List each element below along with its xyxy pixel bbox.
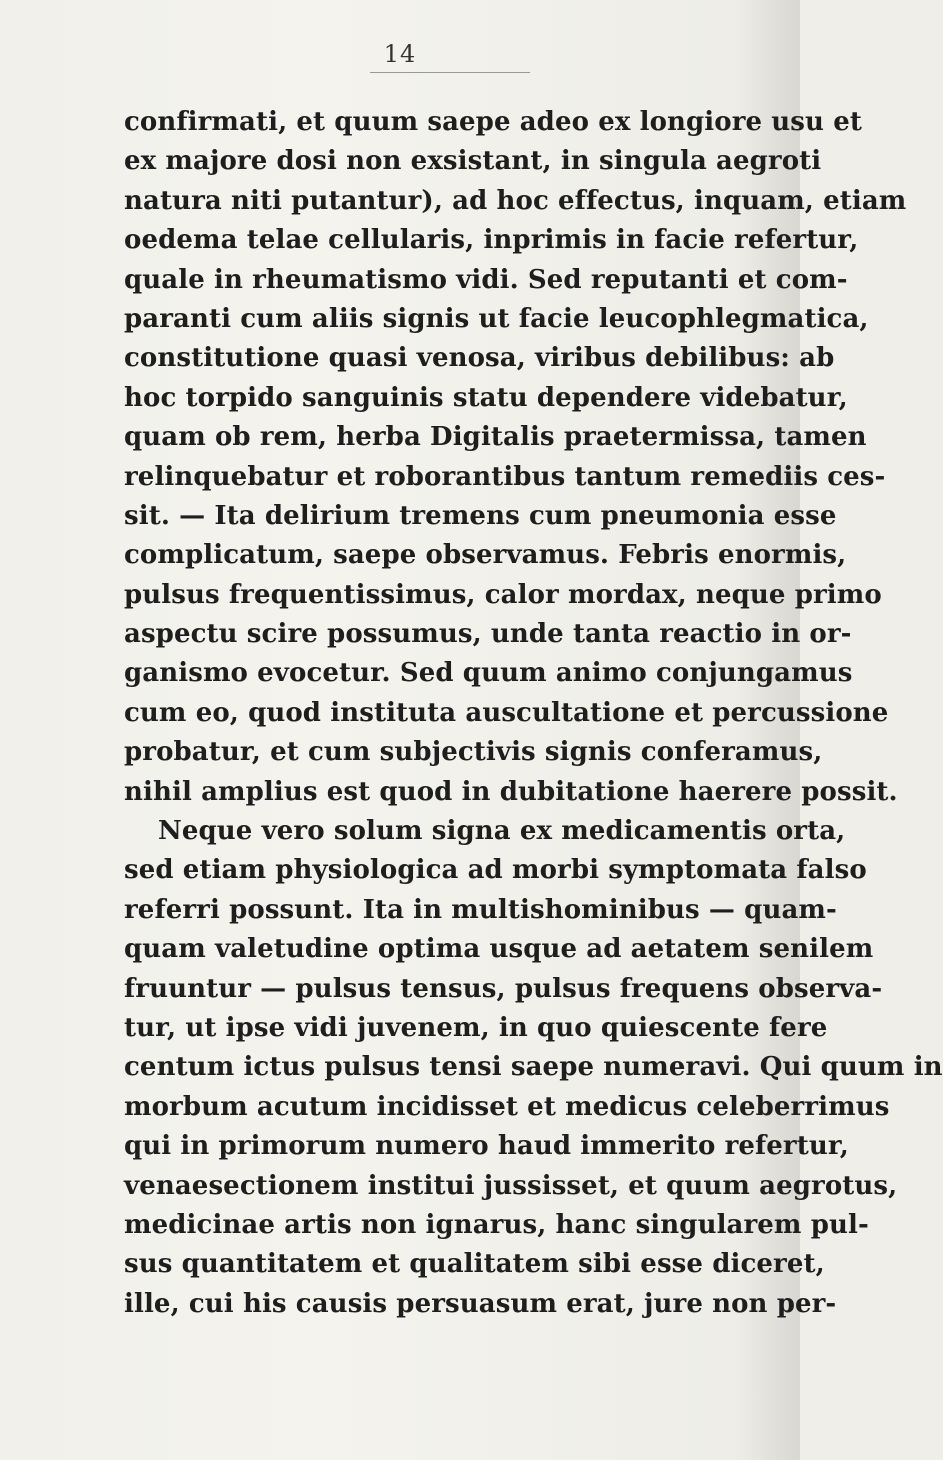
text-line: quam valetudine optima usque ad aetatem senilem — [124, 934, 874, 965]
text-line: natura niti putantur), ad hoc effectus, inquam, etiam — [124, 185, 907, 216]
text-line: confirmati, et quum saepe adeo ex longiore usu et — [124, 107, 862, 137]
text-line: centum ictus pulsus tensi saepe numeravi. Qui quum in — [124, 1052, 943, 1083]
text-line: sed etiam physiologica ad morbi symptomata falso — [124, 855, 867, 886]
text-line: morbum acutum incidisset et medicus celeberrimus — [124, 1091, 890, 1122]
text-line: qui in primorum numero haud immerito refertur, — [124, 1131, 849, 1162]
text-line: ille, cui his causis persuasum erat, jure non per- — [124, 1288, 837, 1319]
text-line: complicatum, saepe observamus. Febris enormis, — [124, 540, 847, 571]
text-line: quam ob rem, herba Digitalis praetermissa, tamen — [124, 422, 867, 453]
text-line: venaesectionem institui jussisset, et quum aegrotus, — [124, 1170, 898, 1201]
text-line: pulsus frequentissimus, calor mordax, neque primo — [124, 579, 882, 610]
text-line: probatur, et cum subjectivis signis conferamus, — [124, 737, 823, 768]
text-line: hoc torpido sanguinis statu dependere videbatur, — [124, 382, 848, 413]
text-line: relinquebatur et roborantibus tantum remediis ces- — [124, 461, 886, 492]
text-line: referri possunt. Ita in multishominibus — quam- — [124, 894, 837, 925]
text-line: tur, ut ipse vidi juvenem, in quo quiescente fere — [124, 1012, 828, 1043]
text-line: oedema telae cellularis, inprimis in facie refertur, — [124, 225, 859, 256]
text-line: Neque vero solum signa ex medicamentis orta, — [158, 816, 846, 847]
header-rule — [370, 72, 530, 73]
page-number: 14 — [383, 40, 417, 68]
text-line: cum eo, quod instituta auscultatione et percussione — [124, 697, 889, 728]
text-line: constitutione quasi venosa, viribus debilibus: ab — [124, 343, 835, 374]
body-text — [124, 103, 943, 1324]
text-line: quale in rheumatismo vidi. Sed reputanti et com- — [124, 264, 848, 295]
text-line: sit. — Ita delirium tremens cum pneumonia esse — [124, 500, 837, 531]
text-line: ex majore dosi non exsistant, in singula aegroti — [124, 146, 822, 177]
text-line: nihil amplius est quod in dubitatione haerere possit. — [124, 776, 898, 807]
text-line: fruuntur — pulsus tensus, pulsus frequens observa- — [124, 973, 883, 1004]
text-line: medicinae artis non ignarus, hanc singularem pul- — [124, 1209, 869, 1240]
text-line: ganismo evocetur. Sed quum animo conjungamus — [124, 658, 853, 689]
text-line: aspectu scire possumus, unde tanta reactio in or- — [124, 619, 852, 650]
text-line: sus quantitatem et qualitatem sibi esse diceret, — [124, 1249, 825, 1280]
text-line: paranti cum aliis signis ut facie leucophlegmatica, — [124, 303, 869, 334]
